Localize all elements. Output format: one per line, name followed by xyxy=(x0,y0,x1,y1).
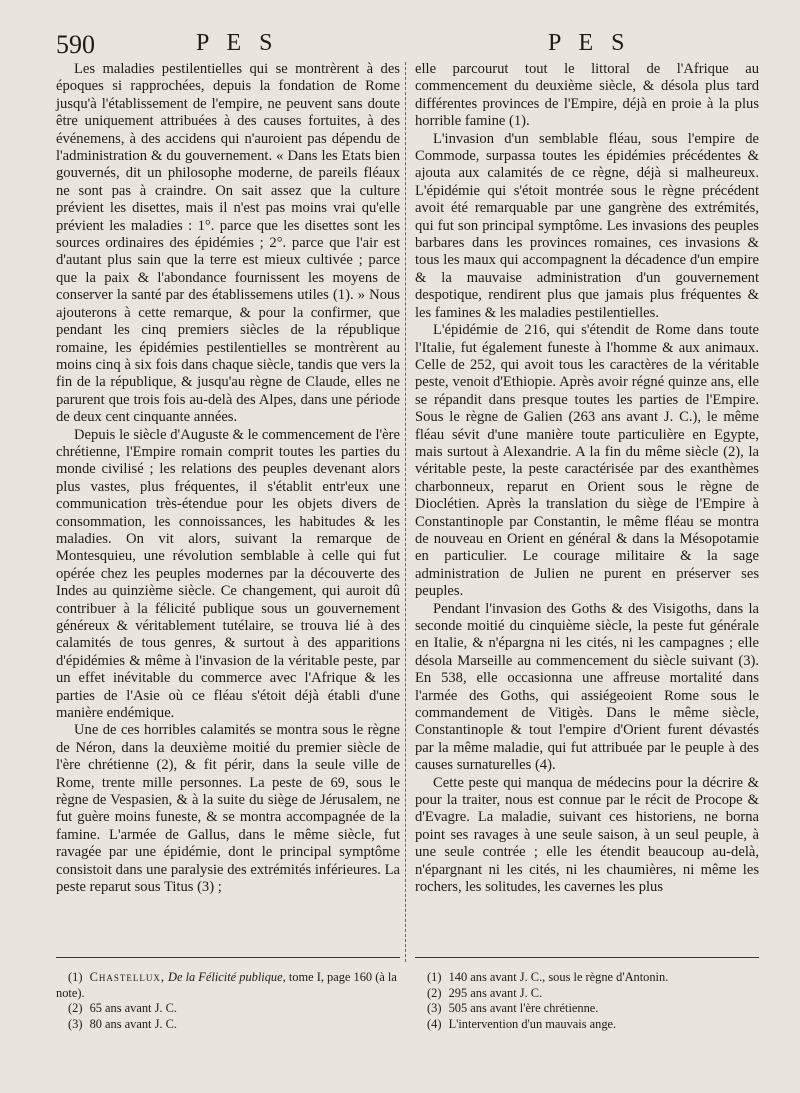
page-number: 590 xyxy=(56,30,95,59)
footnote xyxy=(56,970,400,1001)
footnote xyxy=(56,1017,400,1033)
paragraph: L'épidémie de 216, qui s'étendit de Rome dans toute l'Italie, fut également funeste à l'homme & aux animaux. Celle de 252, qui avoit tous les caractères de la véritable peste, venoit d'Ethiopie. Après avoir régné quinze ans, elle se répandit dans presque toutes les parties de l'Empire. Sous le règne de Galien (263 ans avant J. C.), le même fléau sévit d'une manière toute particulière en Egypte, mais surtout à Alexandrie. A la fin du même siècle (2), la véritable peste, la peste caractérisée par des exanthèmes charbonneux, reparut en Orient sous le règne de Dioclétien. Après la translation du siège de l'Empire à Constantinople par Constantin, le même fléau se montra de nouveau en Orient en général & dans la Mésopotamie en particulier. Le courage militaire & la sage administration de Julien ne purent en préserver ses peuples. xyxy=(415,322,759,600)
footnote xyxy=(415,1001,759,1017)
paragraph: Une de ces horribles calamités se montra sous le règne de Néron, dans la deuxième moitié du premier siècle de l'ère chrétienne (2), & fit périr, dans la seule ville de Rome, trente mille personnes. La peste de 69, sous le règne de Vespasien, & à la suite du siège de Jérusalem, ne fut guère moins funeste, & se montra accompagnée de la famine. L'armée de Gallus, dans le même siècle, fut ravagée par une épidémie, dont le principal symptôme consistoit dans une paralysie des extrémités inférieures. La peste reparut sous Titus (3) ; xyxy=(56,722,400,896)
footnote xyxy=(415,986,759,1002)
footnote-marker: (2) xyxy=(427,985,442,1000)
footnote-marker: (1) xyxy=(68,970,83,984)
footnotes-left xyxy=(56,970,400,1032)
left-column xyxy=(56,61,400,897)
footnote-rule-right xyxy=(415,957,759,958)
footnote-marker: (1) xyxy=(427,970,442,984)
paragraph: Cette peste qui manqua de médecins pour la décrire & pour la traiter, nous est connue par le récit de Procope & d'Evagre. La maladie, suivant ces historiens, ne borna point ses ravages à une seule saison, à un seul peuple, à une seule contrée ; elle les étendit beaucoup au-delà, n'épargnant ni les cités, ni les chaumières, ni même les rochers, les solitudes, les cavernes les plus xyxy=(415,774,759,896)
paragraph: Les maladies pestilentielles qui se montrèrent à des époques si rapprochées, depuis la fondation de Rome jusqu'à l'établissement de l'empire, ne peuvent sans doute être uniquement attribuées à des causes fortuites, à des événemens, à des accidens qui n'auroient pas dépendu de l'administration & du gouvernement. « Dans les Etats bien gouvernés, dit un philosophe moderne, de pareils fléaux ne sont pas à craindre. On sait assez que la culture prévient les disettes, mais il n'est pas moins vrai qu'elle prévient les maladies : 1°. parce que les disettes sont les sources ordinaires des épidémies ; 2°. parce que l'air est d'autant plus sain que la terre est mieux cultivée ; parce que la paix & l'abondance fournissent les moyens de conserver la santé par des établissemens utiles (1). » Nous ajouterons à cette remarque, & pour la confirmer, que pendant les cinq premiers siècles de la république romaine, les épidémies pestilentielles se montrèrent au moins cinq à six fois dans chaque siècle, tandis que vers la fin de la république, & jusqu'au règne de Claude, elles ne parurent que trois fois au-delà des Alpes, dans une période de deux cent cinquante années. xyxy=(56,61,400,426)
footnote-text: L'intervention d'un mauvais ange. xyxy=(448,1016,617,1031)
paragraph: Depuis le siècle d'Auguste & le commencement de l'ère chrétienne, l'Empire romain comprit toutes les parties du monde civilisé ; les relations des peuples devenant alors plus vastes, plus fréquentes, il s'établit entr'eux une communication très-étendue pour les objets divers de consommation, les connoissances, les habitudes & les maladies. On vit alors, suivant la remarque de Montesquieu, une révolution semblable à celle qui fut opérée chez les peuples modernes par la découverte des Indes au quinzième siècle. Ce changement, qui auroit dû contribuer à la félicité publique sous un gouvernement généreux & véritablement tutélaire, se trouva lié à des calamités de tous genres, & surtout à des apparitions d'épidémies & même à l'invasion de la véritable peste, par un effet inévitable du commerce avec l'Afrique & les parties de l'Asie où ce fléau s'étoit déjà établi d'une manière endémique. xyxy=(56,426,400,722)
paragraph: Pendant l'invasion des Goths & des Visigoths, dans la seconde moitié du cinquième siècle, la peste fut générale en Italie, & n'épargna ni les cités, ni les campagnes ; elle désola Marseille au commencement du siècle suivant (3). En 538, elle occasionna une affreuse mortalité dans l'armée des Goths, qui assiégeoient Rome sous le commandement de Vitigès. Dans le même siècle, Constantinople & tout l'empire d'Orient furent dévastés par la même maladie, qui fut attribuée par le peuple à des causes surnaturelles (4). xyxy=(415,600,759,774)
footnote xyxy=(56,1001,400,1017)
footnote xyxy=(415,1017,759,1033)
right-column xyxy=(415,61,759,897)
footnote-title: De la Félicité publique, xyxy=(168,970,286,984)
footnote-marker: (4) xyxy=(427,1016,442,1031)
running-head-right: P E S xyxy=(548,30,631,56)
footnote-marker: (3) xyxy=(427,1001,442,1016)
footnotes-right xyxy=(415,970,759,1032)
footnote-text: tome I, page 160 (à la note). xyxy=(56,970,397,1000)
column-divider xyxy=(405,62,406,962)
footnote-rule-left xyxy=(56,957,400,958)
footnote-text: 140 ans avant J. C., sous le règne d'Antonin. xyxy=(448,970,669,984)
footnote xyxy=(415,970,759,986)
footnote-marker: (3) xyxy=(68,1016,83,1031)
footnote-marker: (2) xyxy=(68,1001,83,1016)
paragraph: L'invasion d'un semblable fléau, sous l'empire de Commode, surpassa toutes les épidémies précédentes & ajouta aux calamités de ce règne, déjà si malheureux. L'épidémie qui s'étoit montrée sous le règne précédent avoit été remarquable par une gangrène des extrémités, qui fut son principal symptôme. Les invasions des peuples barbares dans les provinces romaines, ces invasions & tous les maux qui accompagnent la décadence d'un empire & la mauvaise administration d'un gouvernement despotique, rendirent plus que jamais plus fréquentes & les famines & les maladies pestilentielles. xyxy=(415,130,759,321)
footnote-text: 65 ans avant J. C. xyxy=(89,1001,177,1016)
footnote-text: 80 ans avant J. C. xyxy=(89,1016,177,1031)
running-head-left: P E S xyxy=(196,30,279,56)
footnote-text: 295 ans avant J. C. xyxy=(448,985,543,1000)
footnote-text: 505 ans avant l'ère chrétienne. xyxy=(448,1001,599,1016)
paragraph: elle parcourut tout le littoral de l'Afrique au commencement du deuxième siècle, & désola plus tard différentes provinces de l'Empire, déjà en proie à la plus horrible famine (1). xyxy=(415,61,759,130)
footnote-author: Chastellux, xyxy=(89,970,165,984)
running-head xyxy=(56,30,770,60)
